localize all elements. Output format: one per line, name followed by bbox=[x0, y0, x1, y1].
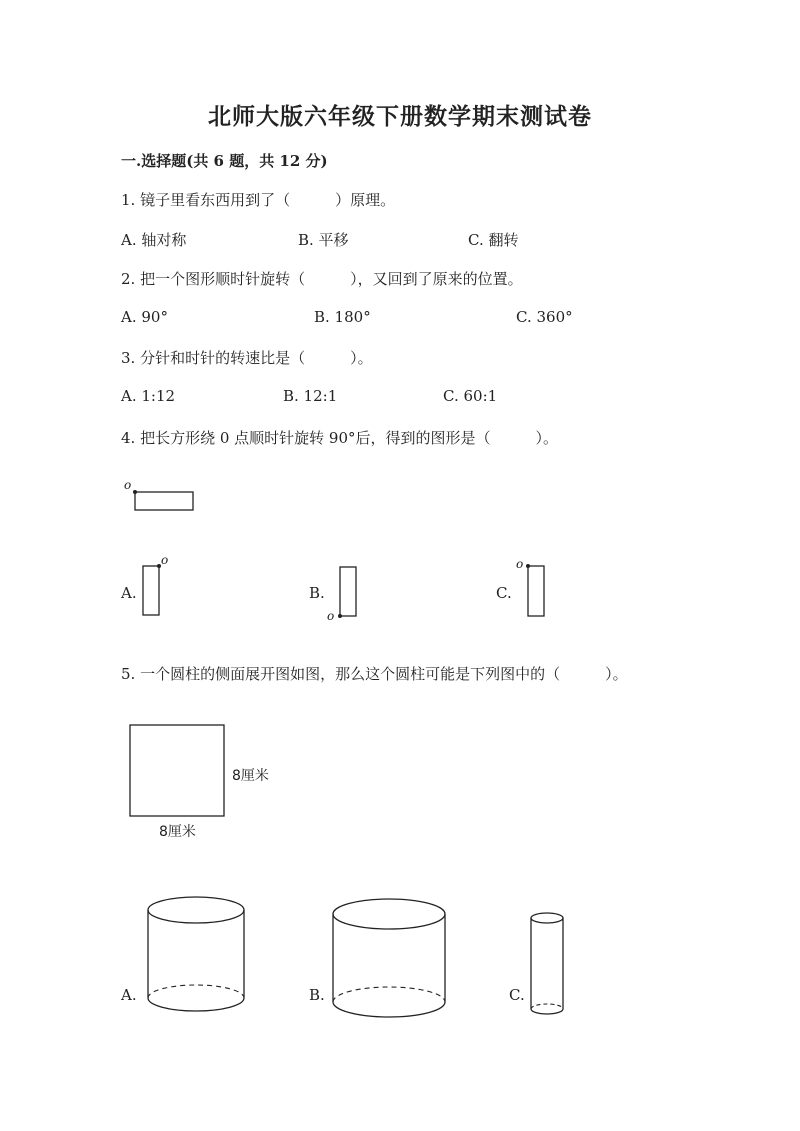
q5-option-c[interactable]: C. bbox=[509, 986, 525, 1004]
q3-option-b[interactable]: B. 12:1 bbox=[283, 387, 338, 405]
q4-option-c[interactable]: C. bbox=[496, 584, 512, 602]
question-1: 1. 镜子里看东西用到了（ ）原理。 bbox=[121, 191, 396, 209]
q5-bottom-label: 8厘米 bbox=[159, 824, 196, 840]
q5-cylinder-a bbox=[148, 897, 244, 1011]
q2-option-c[interactable]: C. 360° bbox=[516, 308, 573, 326]
q4-option-b[interactable]: B. bbox=[309, 584, 325, 602]
section-heading: 一.选择题(共 6 题，共 12 分) bbox=[121, 152, 328, 170]
q5-option-a[interactable]: A. bbox=[121, 986, 137, 1004]
q5-cylinder-b bbox=[333, 899, 445, 1017]
q3-option-c[interactable]: C. 60:1 bbox=[443, 387, 498, 405]
q3-option-a[interactable]: A. 1:12 bbox=[121, 387, 176, 405]
q1-option-b[interactable]: B. 平移 bbox=[298, 231, 349, 249]
q1-option-c[interactable]: C. 翻转 bbox=[468, 231, 519, 249]
q4-c-o-label: o bbox=[516, 557, 524, 571]
q5-square bbox=[130, 725, 224, 816]
q4-b-o-label: o bbox=[327, 609, 335, 623]
q4-original-o-label: o bbox=[124, 478, 132, 492]
page-title: 北师大版六年级下册数学期末测试卷 bbox=[208, 103, 592, 130]
question-4: 4. 把长方形绕 0 点顺时针旋转 90°后，得到的图形是（ ）。 bbox=[121, 429, 559, 447]
q4-option-a[interactable]: A. bbox=[121, 584, 137, 602]
q2-option-b[interactable]: B. 180° bbox=[314, 308, 371, 326]
q4-a-o-label: o bbox=[161, 553, 169, 567]
q5-option-b[interactable]: B. bbox=[309, 986, 325, 1004]
question-3: 3. 分针和时针的转速比是（ ）。 bbox=[121, 349, 373, 367]
question-5: 5. 一个圆柱的侧面展开图如图，那么这个圆柱可能是下列图中的（ ）。 bbox=[121, 665, 628, 683]
q5-side-label: 8厘米 bbox=[232, 768, 269, 784]
question-2: 2. 把一个图形顺时针旋转（ ），又回到了原来的位置。 bbox=[121, 270, 523, 288]
q5-cylinder-c bbox=[531, 913, 563, 1014]
q1-option-a[interactable]: A. 轴对称 bbox=[121, 231, 187, 249]
q2-option-a[interactable]: A. 90° bbox=[121, 308, 168, 326]
